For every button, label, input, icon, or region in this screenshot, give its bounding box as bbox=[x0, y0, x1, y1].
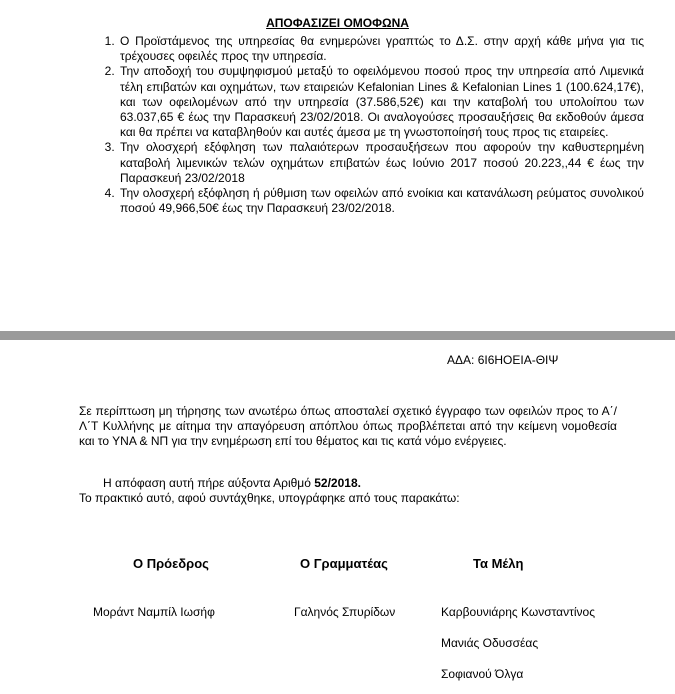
signed-statement: Το πρακτικό αυτό, αφού συντάχθηκε, υπογράφηκε από τους παρακάτω: bbox=[79, 491, 460, 505]
member-name-2: Μανιάς Οδυσσέας bbox=[441, 636, 539, 650]
secretary-title: Ο Γραμματέας bbox=[300, 556, 388, 571]
decision-heading: ΑΠΟΦΑΣΙΖΕΙ ΟΜΟΦΩΝΑ bbox=[266, 16, 409, 30]
president-title: Ο Πρόεδρος bbox=[133, 556, 209, 571]
ada-code: ΑΔΑ: 6Ι6ΗΟΕΙΑ-ΘΙΨ bbox=[447, 353, 559, 367]
decision-item-2: 2. Την αποδοχή του συμψηφισμού μεταξύ το οφειλόμενου ποσού προς την υπηρεσία από Λιμενικά τέλη επιβατών και οχημάτων, των εταιρειών Kefalonian Lines & Kefalonian Lines 1 (100.624,17€), και των οφειλομένων από την υπηρεσία (37.586,52€) και την καταβολή του υπολοίπου των 63.037,65 € έως την Παρασκευή 23/02/2018. Οι αναλογούσες προσαυξήσεις θα εκδοθούν άμεσα και θα πρέπει να καταβληθούν και αυτές άμεσα με τη γνωστοποίησή τους προς τις εταιρείες. bbox=[118, 64, 644, 140]
member-name-1: Καρβουνιάρης Κωνσταντίνος bbox=[441, 605, 595, 619]
decision-list bbox=[90, 34, 644, 216]
president-name: Μοράντ Ναμπίλ Ιωσήφ bbox=[93, 605, 215, 619]
secretary-name: Γαληνός Σπυρίδων bbox=[294, 605, 396, 619]
decision-number-prefix: Η απόφαση αυτή πήρε αύξοντα Αριθμό bbox=[103, 476, 315, 490]
enforcement-paragraph: Σε περίπτωση μη τήρησης των ανωτέρω όπως αποσταλεί σχετικό έγγραφο των οφειλών προς το Α΄/Λ΄Τ Κυλλήνης με αίτημα την απαγόρευση απόπλου όπως προβλέπεται από την κείμενη νομοθεσία και το ΥΝΑ & ΝΠ για την ενημέρωση επί του θέματος και τις κατά νόμο ενέργειες. bbox=[79, 404, 617, 449]
decision-item-3: 3. Την ολοσχερή εξόφληση των παλαιότερων προσαυξήσεων που αφορούν την καθυστερημένη καταβολή λιμενικών τελών οχημάτων επιβατών έως Ιούνιο 2017 ποσού 20.223,,44 € έως την Παρασκευή 23/02/2018 bbox=[118, 140, 644, 186]
member-name-3: Σοφιανού Όλγα bbox=[441, 667, 524, 681]
decision-number-line bbox=[103, 476, 361, 490]
decision-item-1: 1. Ο Προϊστάμενος της υπηρεσίας θα ενημερώνει γραπτώς το Δ.Σ. στην αρχή κάθε μήνα για τις τρέχουσες οφειλές προς την υπηρεσία. bbox=[118, 34, 644, 64]
document-page-top bbox=[0, 0, 675, 330]
decision-number: 52/2018. bbox=[314, 476, 361, 490]
members-title: Τα Μέλη bbox=[473, 556, 524, 571]
page-separator bbox=[0, 331, 675, 340]
decision-item-4: 4. Την ολοσχερή εξόφληση ή ρύθμιση των οφειλών από ενοίκια και κατανάλωση ρεύματος συνολικού ποσού 49,966,50€ έως την Παρασκευή 23/02/2018. bbox=[118, 186, 644, 216]
